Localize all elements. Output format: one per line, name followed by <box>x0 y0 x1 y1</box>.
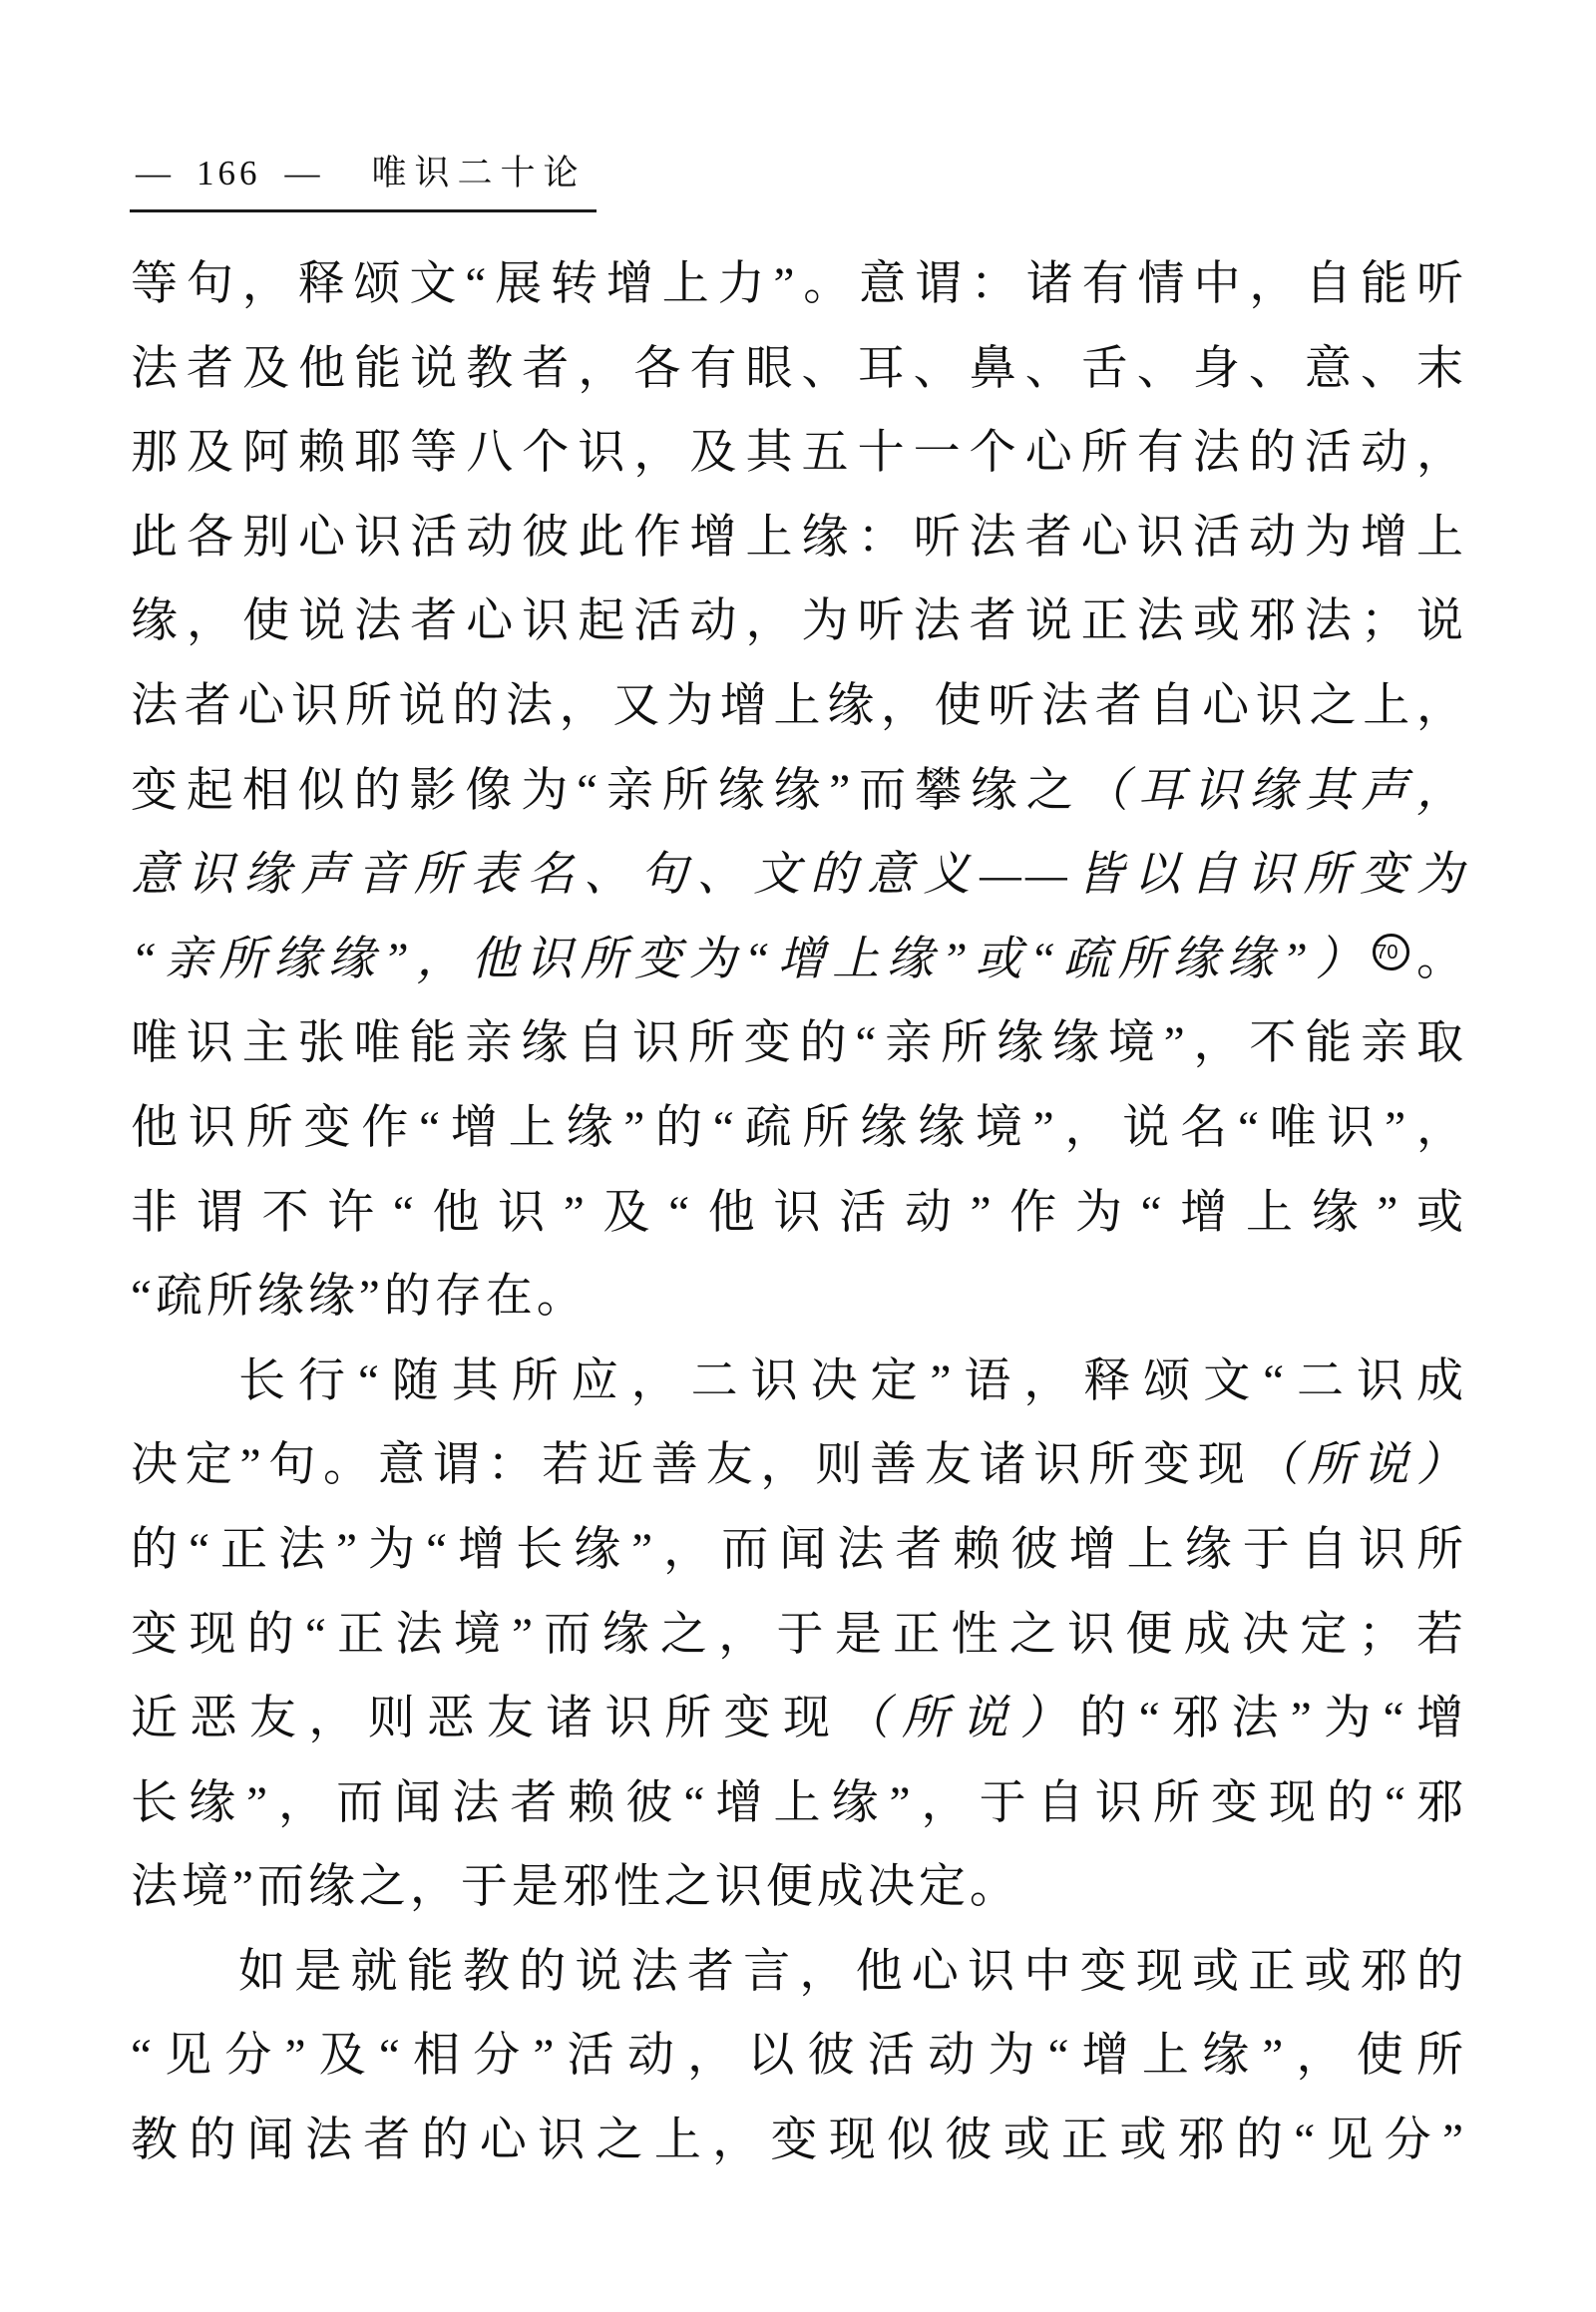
text-line <box>131 496 1467 580</box>
text-segment: 等句，释颂文“展转增上力”。意谓：诸有情中，自能听 <box>131 258 1467 310</box>
text-segment: 长缘”，而闻法者赖彼“增上缘”，于自识所变现的“邪 <box>131 1776 1467 1829</box>
text-segment: 他识所变作“增上缘”的“疏所缘缘境”，说名“唯识”， <box>131 1101 1467 1154</box>
header-dash-right: — <box>284 154 322 193</box>
text-line <box>131 2014 1467 2099</box>
text-segment: 长行“随其所应，二识决定”语，释颂文“二识成 <box>238 1354 1467 1407</box>
text-segment: 非谓不许“他识”及“他识活动”作为“增上缘”或 <box>131 1186 1467 1239</box>
text-segment: 法者及他能说教者，各有眼、耳、鼻、舌、身、意、末 <box>131 342 1467 395</box>
text-line <box>131 1001 1467 1086</box>
text-segment: （所说） <box>842 1693 1080 1745</box>
text-segment: 如是就能教的说法者言，他心识中变现或正或邪的 <box>238 1945 1467 1998</box>
text-line <box>131 1593 1467 1678</box>
text-line <box>131 1761 1467 1846</box>
text-line <box>131 327 1467 412</box>
text-segment: 教的闻法者的心识之上，变现似彼或正或邪的“见分” <box>131 2115 1467 2167</box>
text-segment: 法者心识所说的法，又为增上缘，使听法者自心识之上， <box>131 679 1467 732</box>
header-dash-left: — <box>136 154 173 193</box>
text-segment: “见分”及“相分”活动，以彼活动为“增上缘”，使所 <box>131 2030 1467 2083</box>
text-segment: “疏所缘缘”的存在。 <box>131 1271 588 1324</box>
text-line <box>131 1255 1467 1340</box>
text-line <box>131 242 1467 327</box>
footnote-ref: 70 <box>1373 934 1409 970</box>
text-line <box>131 1677 1467 1761</box>
text-line <box>131 749 1467 834</box>
text-line <box>131 664 1467 749</box>
text-segment: 变起相似的影像为“亲所缘缘”而攀缘之 <box>131 764 1082 817</box>
text-segment: 唯识主张唯能亲缘自识所变的“亲所缘缘境”，不能亲取 <box>131 1017 1467 1070</box>
text-segment: （所说） <box>1252 1439 1467 1492</box>
text-segment: 那及阿赖耶等八个识，及其五十一个心所有法的活动， <box>131 427 1467 480</box>
page-number: 166 <box>197 154 261 193</box>
text-segment: 近恶友，则恶友诸识所变现 <box>131 1693 843 1745</box>
running-header <box>130 146 597 212</box>
text-segment: 缘，使说法者心识起活动，为听法者说正法或邪法；说 <box>131 595 1467 648</box>
text-line <box>131 1086 1467 1171</box>
text-segment: 变现的“正法境”而缘之，于是正性之识便成决定；若 <box>131 1608 1467 1661</box>
text-segment: 。 <box>1412 933 1467 985</box>
text-line <box>131 2099 1467 2183</box>
text-line <box>131 1171 1467 1256</box>
text-line <box>131 579 1467 664</box>
text-line <box>131 918 1467 1002</box>
book-title: 唯识二十论 <box>371 154 587 193</box>
text-segment: 此各别心识活动彼此作增上缘：听法者心识活动为增上 <box>131 511 1467 564</box>
text-line <box>131 411 1467 496</box>
text-line <box>131 1423 1467 1508</box>
text-line <box>131 1508 1467 1593</box>
text-segment: 的“邪法”为“增 <box>1079 1693 1467 1745</box>
body-text <box>131 242 1467 2183</box>
text-line <box>131 1340 1467 1424</box>
text-segment: “亲所缘缘”，他识所变为“增上缘”或“疏所缘缘”） <box>131 933 1371 985</box>
text-segment: 决定”句。意谓：若近善友，则善友诸识所变现 <box>131 1439 1253 1492</box>
text-segment: （耳识缘其声， <box>1081 764 1467 817</box>
text-segment: 的“正法”为“增长缘”，而闻法者赖彼增上缘于自识所 <box>131 1523 1467 1576</box>
text-segment: 意识缘声音所表名、句、文的意义——皆以自识所变为 <box>131 849 1467 902</box>
text-line <box>131 1930 1467 2015</box>
text-line <box>131 1845 1467 1930</box>
text-segment: 法境”而缘之，于是邪性之识便成决定。 <box>131 1861 1020 1914</box>
text-line <box>131 833 1467 918</box>
